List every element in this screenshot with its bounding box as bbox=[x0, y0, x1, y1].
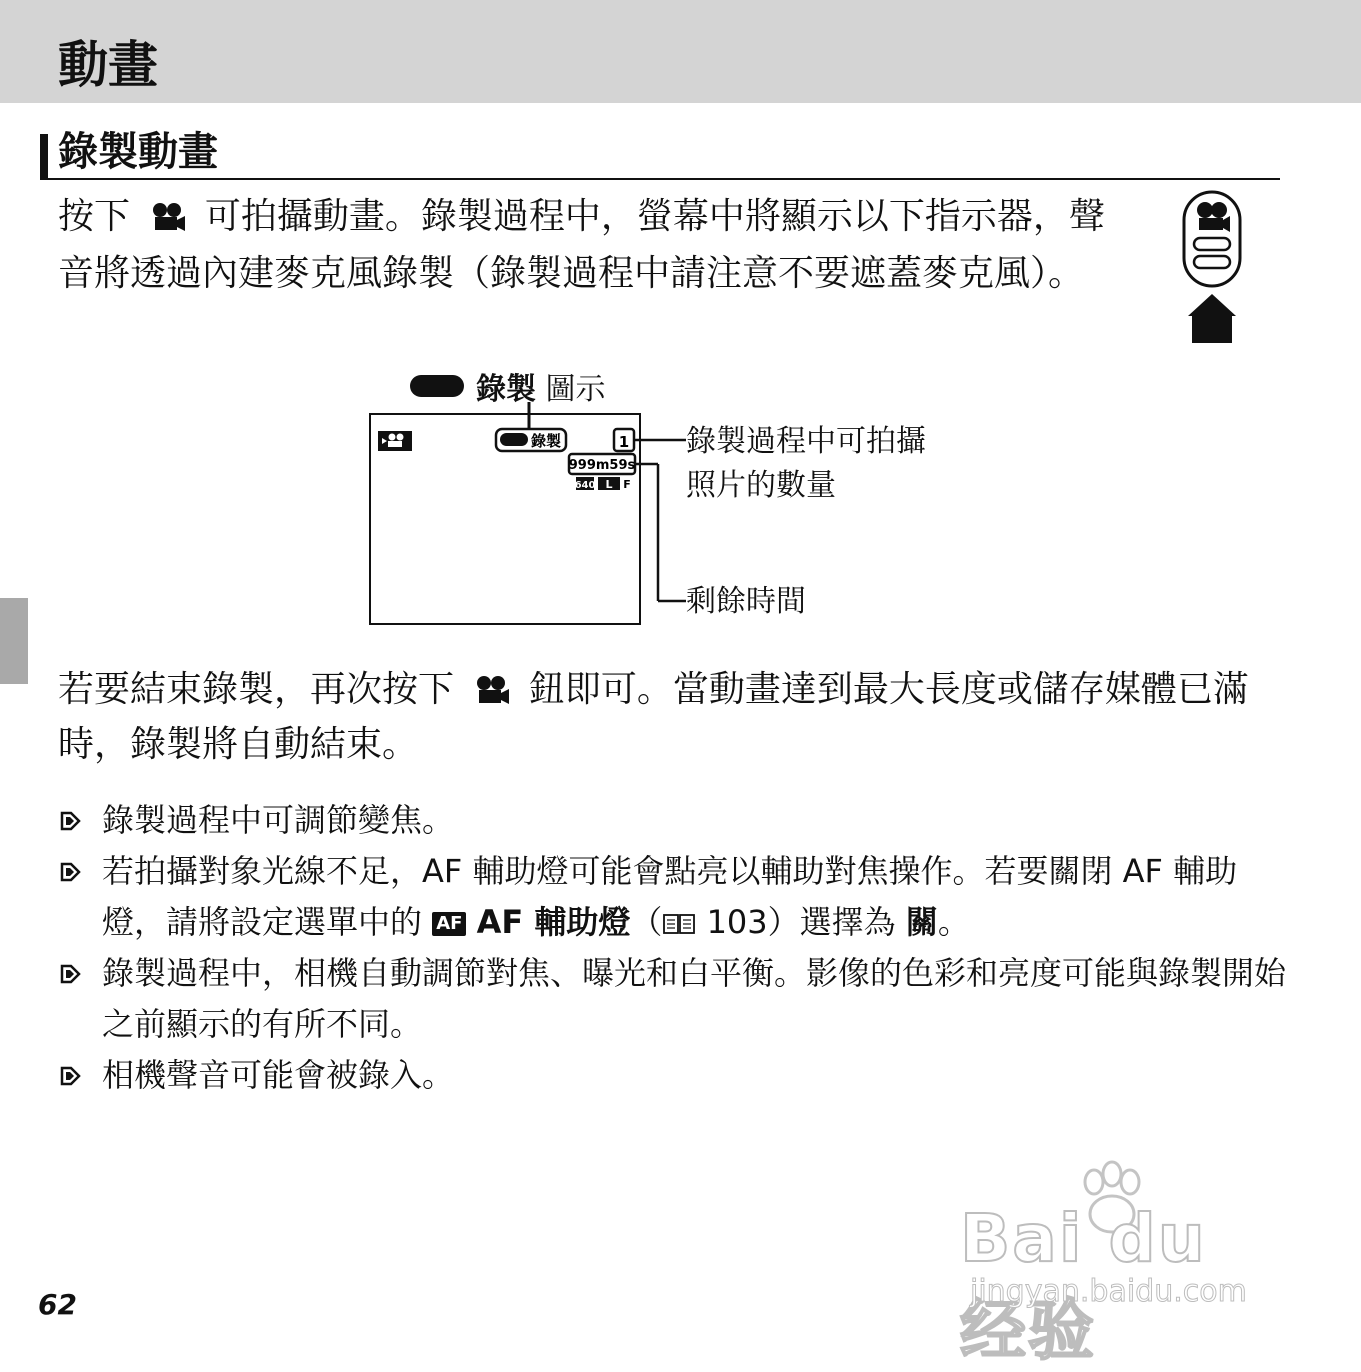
note-item bbox=[58, 1050, 1288, 1101]
section-bar bbox=[40, 134, 48, 178]
intro-paragraph bbox=[58, 188, 1118, 302]
paren-close: ）選擇為 bbox=[767, 903, 896, 941]
lcd-diagram bbox=[368, 368, 968, 630]
rec-label-rest: 圖示 bbox=[545, 372, 606, 407]
note-text: 相機聲音可能會被錄入。 bbox=[102, 1056, 455, 1094]
section-title: 錄製動畫 bbox=[58, 129, 218, 175]
header-band bbox=[0, 0, 1361, 103]
rec-indicator-icon bbox=[410, 375, 464, 397]
shutter-button-icon bbox=[1182, 190, 1242, 345]
note-item bbox=[58, 846, 1288, 948]
watermark-url: jingyan.baidu.com bbox=[970, 1274, 1247, 1309]
baidu-watermark bbox=[960, 1160, 1290, 1369]
paren-open: （ bbox=[630, 903, 663, 941]
note-icon bbox=[58, 1064, 82, 1088]
lcd-size-badge: 640 bbox=[574, 480, 596, 491]
up-arrow-icon bbox=[1188, 294, 1236, 343]
rec-label-bold: 錄製 bbox=[476, 372, 536, 407]
lcd-rec-badge: 錄製 bbox=[530, 432, 562, 450]
rec-icon-label bbox=[476, 368, 606, 412]
note-item bbox=[58, 795, 1288, 846]
lcd-movie-mode-icon bbox=[378, 431, 412, 451]
note-text: 錄製過程中可調節變焦。 bbox=[102, 801, 455, 839]
para2-text-after: 鈕即可。當動畫達到最大長度或儲存媒體已滿時，錄製將自動結束。 bbox=[58, 669, 1249, 765]
off-value: 關 bbox=[905, 903, 938, 941]
time-callout: 剩餘時間 bbox=[686, 584, 806, 619]
intro-text-after: 可拍攝動畫。錄製過程中，螢幕中將顯示以下指示器，聲音將透過內建麥克風錄製（錄製過程中請注意不要遮蓋麥克風）。 bbox=[58, 196, 1105, 294]
page-reference: 103 bbox=[706, 903, 768, 941]
note-icon bbox=[58, 962, 82, 986]
stop-recording-paragraph bbox=[58, 662, 1298, 772]
shots-callout-line2: 照片的數量 bbox=[686, 468, 836, 503]
end-period: 。 bbox=[937, 903, 970, 941]
af-menu-icon: AF bbox=[432, 912, 466, 936]
shots-callout-line1: 錄製過程中可拍攝 bbox=[686, 424, 926, 459]
lcd-quality-badge: L bbox=[605, 478, 613, 491]
side-tab-marker bbox=[0, 598, 28, 684]
chapter-title: 動畫 bbox=[58, 36, 158, 94]
lcd-remaining-time: 999m59s bbox=[568, 458, 636, 473]
note-item bbox=[58, 948, 1288, 1050]
para2-text-before: 若要結束錄製，再次按下 bbox=[58, 669, 455, 710]
intro-text-before: 按下 bbox=[58, 196, 131, 237]
lcd-quality-suffix: F bbox=[623, 478, 631, 491]
movie-button-icon bbox=[147, 202, 187, 232]
movie-button-icon bbox=[471, 675, 511, 705]
notes-list bbox=[58, 795, 1288, 1101]
note-text: 若拍攝對象光線不足，AF 輔助燈可能會點亮以輔助對焦操作。若要關閉 AF 輔助燈，請將設定選單中的 bbox=[102, 852, 1238, 941]
note-text: 錄製過程中，相機自動調節對焦、曝光和白平衡。影像的色彩和亮度可能與錄製開始之前顯示的有所不同。 bbox=[102, 954, 1287, 1043]
watermark-logo: Bai du 经验 bbox=[960, 1200, 1207, 1369]
page-number: 62 bbox=[38, 1288, 77, 1321]
book-icon bbox=[662, 912, 696, 936]
note-icon bbox=[58, 809, 82, 833]
shots-callout bbox=[686, 420, 926, 508]
lcd-shots-count: 1 bbox=[618, 433, 630, 451]
section-heading bbox=[40, 128, 1280, 180]
menu-item-af-assist: AF 輔助燈 bbox=[476, 903, 631, 941]
note-icon bbox=[58, 860, 82, 884]
